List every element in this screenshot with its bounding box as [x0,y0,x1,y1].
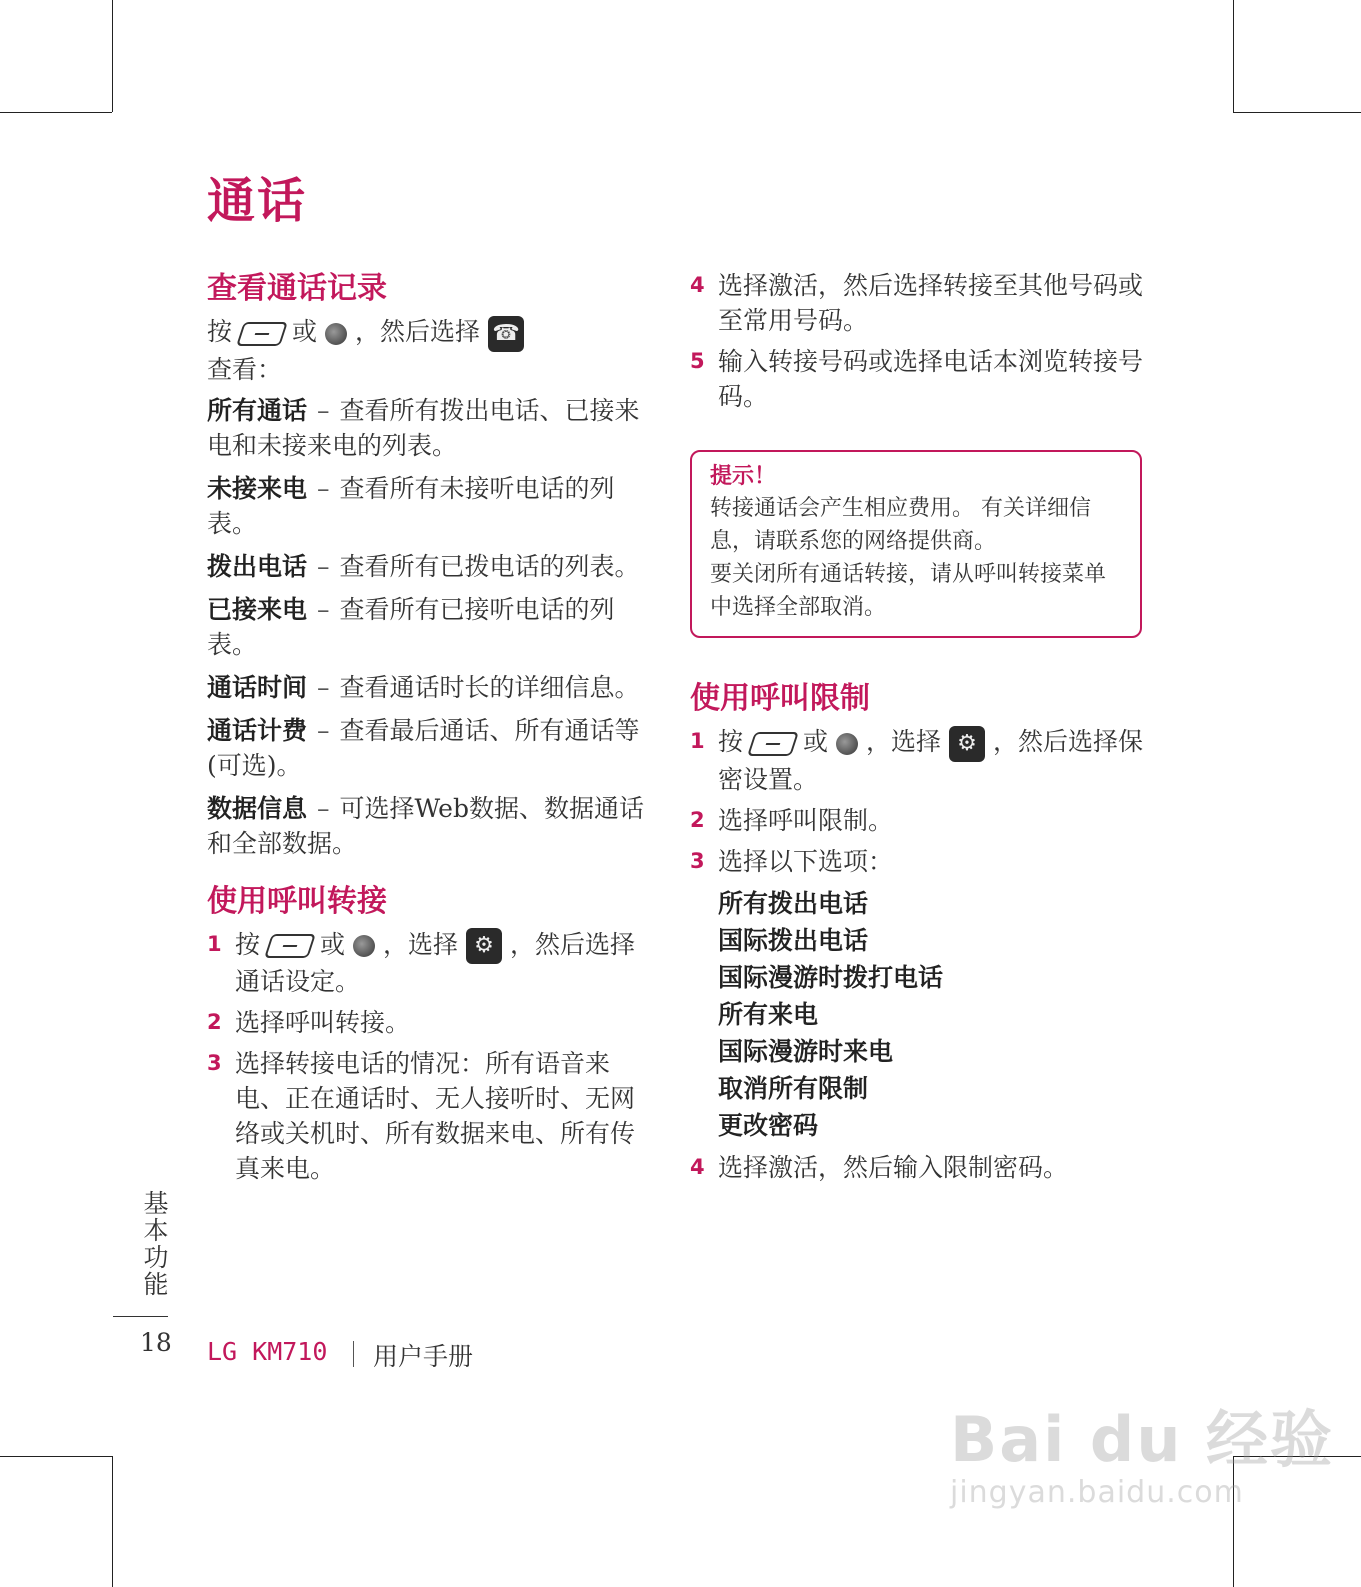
barring-option: 国际漫游时来电 [718,1036,894,1066]
step-text: 输入转接号码或选择电话本浏览转接号码。 [718,347,1144,411]
definition-item: 通话计费 – 查看最后通话、所有通话等(可选)。 [207,715,640,780]
definition-desc: 查看所有已接听电话的列表。 [207,594,615,659]
intro-then-text: ，然后选择 [355,317,481,346]
step-number: 3 [207,1051,222,1075]
definition-term: 所有通话 [207,395,308,425]
call-log-intro [207,314,657,387]
definition-desc: 可选择Web数据、数据通话和全部数据。 [207,793,644,858]
definition-term: 数据信息 [207,793,308,823]
settings-gear-icon: ⚙ [949,726,985,762]
intro-or-text: 或 [292,317,318,346]
step-then-text: ，然后选择保密设置。 [718,727,1144,794]
step-number: 3 [690,848,705,873]
step-number: 2 [690,807,705,832]
crop-mark [1233,112,1361,113]
step-item [690,803,1145,838]
step-item [690,344,1145,414]
step-text: 选择呼叫转接。 [235,1008,411,1037]
crop-mark [0,112,112,113]
barring-option: 取消所有限制 [718,1073,869,1103]
softkey-icon [747,732,799,756]
tip-line: 转接通话会产生相应费用。 有关详细信息，请联系您的网络提供商。 [710,496,1091,554]
softkey-icon [264,934,316,958]
nav-key-icon [325,323,347,345]
definition-desc: 查看最后通话、所有通话等(可选)。 [207,715,640,780]
crop-mark [1233,0,1234,112]
definition-desc: 查看所有拨出电话、已接来电和未接来电的列表。 [207,395,640,460]
watermark-sub: jingyan.baidu.com [950,1475,1244,1510]
step-item [207,1005,657,1040]
footer-text: 用户手册 [373,1342,474,1371]
softkey-icon [236,322,288,346]
crop-mark [0,1456,112,1457]
step-number: 1 [207,931,222,956]
section-heading-call-log: 查看通话记录 [207,271,387,306]
chapter-side-label: 基本功能 [140,1190,169,1298]
step-number: 1 [690,729,705,753]
step-number: 2 [207,1010,222,1034]
step-number: 4 [690,273,705,297]
step-select-text: ，选择 [383,929,459,959]
definition-item: 所有通话 – 查看所有拨出电话、已接来电和未接来电的列表。 [207,395,640,460]
footer-separator [353,1341,354,1367]
step-text: 选择呼叫限制。 [718,805,894,835]
settings-gear-icon: ⚙ [466,928,502,964]
step-item [690,724,1145,797]
intro-view-text: 查看： [207,354,283,384]
definition-desc: 查看通话时长的详细信息。 [339,672,640,702]
step-text: 选择激活，然后输入限制密码。 [718,1152,1069,1182]
call-forward-steps [207,927,657,1187]
step-item [207,927,657,1000]
watermark-main: Bai du 经验 [950,1403,1335,1476]
step-select-text: ，选择 [866,727,942,756]
step-item [690,844,1145,1144]
definition-item: 未接来电 – 查看所有未接听电话的列表。 [207,473,615,538]
definition-item: 拨出电话 – 查看所有已拨电话的列表。 [207,551,640,581]
barring-options [718,885,1145,1144]
step-or-text: 或 [803,727,829,756]
page-number: 18 [140,1328,172,1357]
crop-mark [112,1456,113,1587]
call-log-icon: ☎ [488,316,524,352]
step-number: 4 [690,1154,705,1179]
call-forward-steps-continued [690,268,1145,414]
barring-option: 国际拨出电话 [718,925,869,955]
right-column [690,268,1145,1191]
step-item [207,1046,657,1186]
step-text: 选择转接电话的情况：所有语音来电、正在通话时、无人接听时、无网络或关机时、所有数据来电、所有传真来电。 [235,1049,636,1183]
step-text: 选择以下选项： [718,846,894,876]
barring-option: 所有来电 [718,999,819,1029]
definition-desc: 查看所有未接听电话的列表。 [207,473,615,538]
side-divider [113,1316,168,1317]
step-item [690,1150,1145,1185]
step-text: 选择激活，然后选择转接至其他号码或至常用号码。 [718,271,1144,335]
definition-term: 已接来电 [207,594,308,624]
baidu-watermark [950,1390,1334,1510]
crop-mark [112,0,113,112]
tip-box [690,450,1142,638]
section-heading-call-barring: 使用呼叫限制 [690,681,870,716]
left-column [207,268,657,1192]
definition-desc: 查看所有已拨电话的列表。 [339,551,640,581]
footer-brand: LG KM710 [207,1337,328,1366]
nav-key-icon [353,935,375,957]
tip-line: 要关闭所有通话转接，请从呼叫转接菜单中选择全部取消。 [710,562,1107,620]
barring-option: 所有拨出电话 [718,888,869,918]
barring-option: 更改密码 [718,1110,819,1140]
definition-term: 通话计费 [207,715,308,745]
nav-key-icon [836,733,858,755]
definition-term: 拨出电话 [207,551,308,581]
section-heading-call-forward: 使用呼叫转接 [207,883,387,919]
definition-item: 通话时间 – 查看通话时长的详细信息。 [207,672,640,702]
call-barring-steps [690,724,1145,1185]
page-title: 通话 [207,173,308,229]
barring-option: 国际漫游时拨打电话 [718,962,944,992]
tip-title: 提示！ [710,464,777,489]
step-then-text: ，然后选择通话设定。 [235,929,636,996]
step-number: 5 [690,349,705,373]
definition-item: 已接来电 – 查看所有已接听电话的列表。 [207,594,615,659]
step-item [690,268,1145,338]
step-press-text: 按 [235,929,261,959]
definition-term: 未接来电 [207,473,308,503]
step-or-text: 或 [320,929,346,959]
definition-term: 通话时间 [207,672,308,702]
definition-item: 数据信息 – 可选择Web数据、数据通话和全部数据。 [207,793,644,858]
step-press-text: 按 [718,727,744,756]
intro-press-text: 按 [207,317,233,346]
